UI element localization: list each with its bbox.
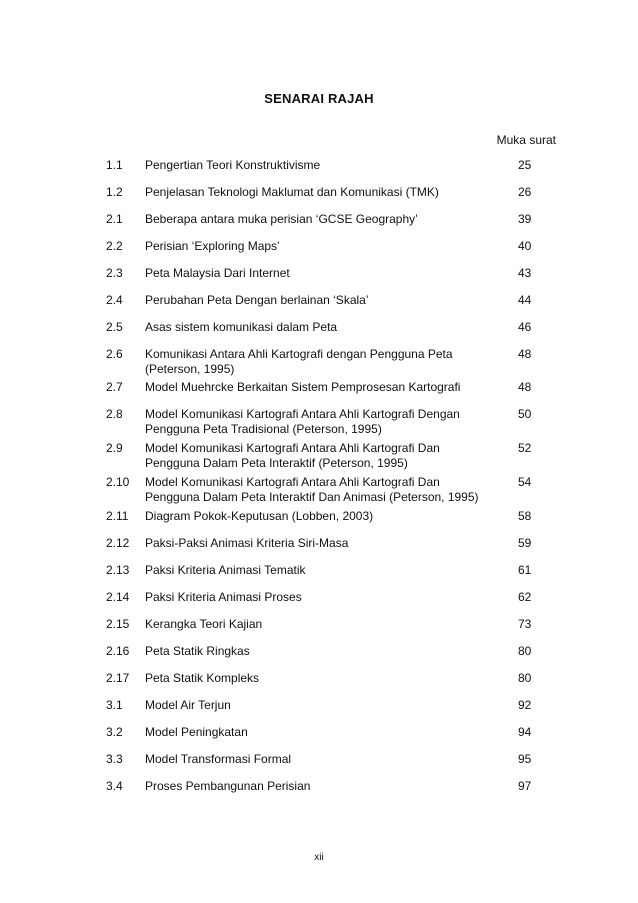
figure-title [145,185,485,200]
figure-number: 3.3 [106,752,123,766]
figure-title-line: Model Komunikasi Kartografi Antara Ahli Kartografi Dan [145,441,440,455]
figure-page-number: 94 [518,725,532,739]
figure-title-line: Proses Pembangunan Perisian [145,779,311,793]
figure-page-number: 40 [518,239,532,253]
figure-title [145,644,485,659]
figure-page-number: 97 [518,779,532,793]
figure-number: 2.14 [106,590,130,604]
figure-number: 2.12 [106,536,130,550]
figure-page-number: 52 [518,441,532,455]
figure-title-line: Perisian ‘Exploring Maps’ [145,239,280,253]
figure-page-number: 50 [518,407,532,421]
figure-number: 3.1 [106,698,123,712]
figure-title-line: Diagram Pokok-Keputusan (Lobben, 2003) [145,509,374,523]
figure-title [145,725,485,740]
figure-number: 2.11 [106,509,129,523]
figure-page-number: 62 [518,590,532,604]
figure-number: 2.8 [106,407,123,421]
figure-title [145,475,485,505]
figure-title-line: Perubahan Peta Dengan berlainan ‘Skala’ [145,293,369,307]
figure-title-line: Beberapa antara muka perisian ‘GCSE Geography’ [145,212,418,226]
figure-page-number: 43 [518,266,532,280]
figure-page-number: 80 [518,644,532,658]
figure-title-line: Paksi Kriteria Animasi Proses [145,590,302,604]
figure-title [145,158,485,173]
figure-title-line: Pengguna Dalam Peta Interaktif Dan Animasi (Peterson, 1995) [145,490,479,504]
figure-title [145,698,485,713]
figure-title-line: Model Muehrcke Berkaitan Sistem Pemprosesan Kartografi [145,380,461,394]
figure-title [145,380,485,395]
figure-title [145,266,485,281]
page-title: SENARAI RAJAH [264,91,374,106]
figure-title-line: Pengguna Peta Tradisional (Peterson, 1995) [145,422,382,436]
figure-title [145,347,485,377]
figure-page-number: 61 [518,563,532,577]
figure-title [145,563,485,578]
figure-number: 1.2 [106,185,123,199]
figure-title-line: Model Peningkatan [145,725,248,739]
figure-title-line: Model Komunikasi Kartografi Antara Ahli Kartografi Dan [145,475,440,489]
figure-title [145,617,485,632]
figure-page-number: 80 [518,671,532,685]
figure-number: 3.4 [106,779,123,793]
figure-number: 3.2 [106,725,123,739]
figure-number: 2.13 [106,563,130,577]
figure-title-line: (Peterson, 1995) [145,362,235,376]
page-column-header: Muka surat [496,133,556,147]
figure-number: 2.5 [106,320,123,334]
figure-page-number: 48 [518,380,532,394]
figure-number: 2.17 [106,671,130,685]
figure-title-line: Kerangka Teori Kajian [145,617,263,631]
footer-page-number: xii [314,852,324,863]
figure-title-line: Peta Statik Kompleks [145,671,260,685]
figure-page-number: 92 [518,698,532,712]
figure-number: 2.1 [106,212,123,226]
figure-page-number: 59 [518,536,532,550]
figure-title [145,671,485,686]
figure-number: 2.7 [106,380,123,394]
figure-page-number: 26 [518,185,532,199]
figure-title-line: Model Air Terjun [145,698,231,712]
figure-page-number: 44 [518,293,532,307]
figure-title-line: Peta Malaysia Dari Internet [145,266,290,280]
figure-title-line: Paksi-Paksi Animasi Kriteria Siri-Masa [145,536,349,550]
figure-title-line: Model Transformasi Formal [145,752,292,766]
figure-title [145,590,485,605]
figure-title-line: Komunikasi Antara Ahli Kartografi dengan Pengguna Peta [145,347,453,361]
figure-title [145,536,485,551]
figure-number: 2.15 [106,617,130,631]
figure-number: 2.6 [106,347,123,361]
figure-title [145,293,485,308]
figure-number: 2.3 [106,266,123,280]
figure-page-number: 95 [518,752,532,766]
figure-number: 2.2 [106,239,123,253]
figure-title-line: Asas sistem komunikasi dalam Peta [145,320,338,334]
figure-number: 2.9 [106,441,123,455]
figure-page-number: 58 [518,509,532,523]
figure-title-line: Peta Statik Ringkas [145,644,250,658]
figure-title [145,441,485,471]
figure-number: 2.16 [106,644,130,658]
figure-number: 2.10 [106,475,130,489]
figure-page-number: 46 [518,320,532,334]
figure-title-line: Pengertian Teori Konstruktivisme [145,158,321,172]
figure-title-line: Pengguna Dalam Peta Interaktif (Peterson, 1995) [145,456,408,470]
figure-page-number: 39 [518,212,532,226]
figure-number: 1.1 [106,158,123,172]
figure-title-line: Paksi Kriteria Animasi Tematik [145,563,306,577]
figure-page-number: 48 [518,347,532,361]
figure-title [145,779,485,794]
figure-title [145,752,485,767]
figure-page-number: 54 [518,475,532,489]
figure-title-line: Model Komunikasi Kartografi Antara Ahli Kartografi Dengan [145,407,460,421]
figure-title [145,239,485,254]
figure-page-number: 73 [518,617,532,631]
figure-page-number: 25 [518,158,532,172]
figure-title-line: Penjelasan Teknologi Maklumat dan Komunikasi (TMK) [145,185,439,199]
figure-title [145,212,485,227]
figure-title [145,509,485,524]
figure-title [145,407,485,437]
figure-title [145,320,485,335]
figure-number: 2.4 [106,293,123,307]
